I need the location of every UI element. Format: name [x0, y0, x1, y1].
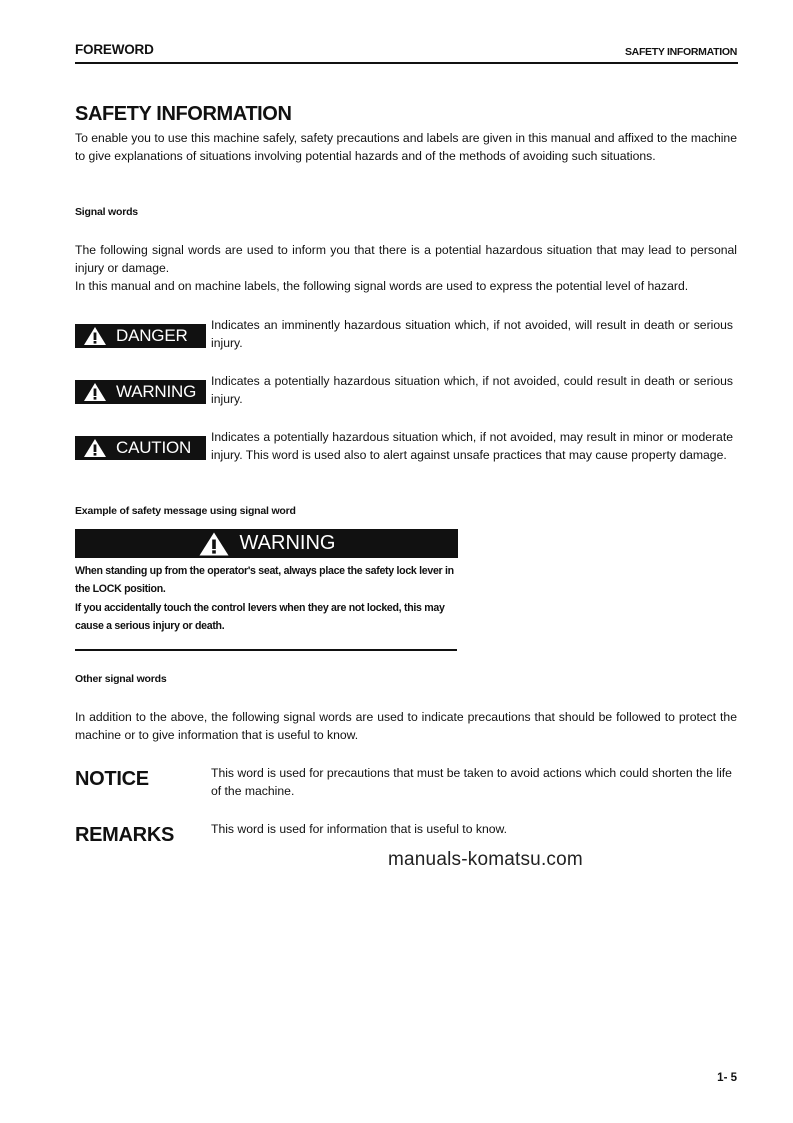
danger-label — [75, 324, 206, 348]
remarks-word: REMARKS — [75, 824, 175, 846]
example-message-line-2: If you accidentally touch the control levers when they are not locked, this may cause a serious injury or death. — [75, 601, 445, 632]
example-message-line-1: When standing up from the operator's seat, always place the safety lock lever in the LOCK position. — [75, 565, 454, 596]
caution-description: Indicates a potentially hazardous situation which, if not avoided, may result in minor or moderate injury. This word is used also to alert against unsafe practices that may cause property damage. — [211, 430, 733, 462]
signal-words-paragraph-2: In this manual and on machine labels, the following signal words are used to express the potential level of hazard. — [75, 279, 689, 293]
header-section-title: FOREWORD — [75, 42, 154, 57]
danger-label-text: DANGER — [116, 326, 188, 345]
caution-label — [75, 436, 206, 460]
signal-words-heading: Signal words — [75, 206, 138, 218]
example-message — [75, 562, 458, 635]
notice-word: NOTICE — [75, 768, 149, 790]
example-heading: Example of safety message using signal word — [75, 505, 296, 517]
example-warning-bar — [75, 529, 458, 558]
danger-description: Indicates an imminently hazardous situation which, if not avoided, will result in death or serious injury. — [211, 318, 733, 350]
page-number: 1- 5 — [717, 1072, 737, 1084]
intro-paragraph: To enable you to use this machine safely, safety precautions and labels are given in this manual and affixed to the machine to give explanations of situations involving potential hazards and of the methods of avoiding such situations. — [75, 131, 737, 163]
notice-description: This word is used for precautions that must be taken to avoid actions which could shorten the life of the machine. — [211, 766, 732, 798]
header-chapter-title: SAFETY INFORMATION — [624, 46, 737, 58]
header-divider — [75, 62, 738, 64]
warning-label — [75, 380, 206, 404]
warning-triangle-icon — [198, 531, 230, 557]
signal-words-paragraph-1: The following signal words are used to inform you that there is a potential hazardous situation that may lead to personal injury or damage. — [75, 243, 737, 275]
example-divider — [75, 649, 457, 651]
page-title: SAFETY INFORMATION — [75, 103, 292, 125]
remarks-description: This word is used for information that is useful to know. — [211, 822, 508, 836]
caution-label-text: CAUTION — [116, 438, 192, 457]
other-signal-words-heading: Other signal words — [75, 673, 167, 685]
watermark-text: manuals-komatsu.com — [388, 849, 583, 870]
warning-triangle-icon — [83, 382, 107, 402]
warning-triangle-icon — [83, 438, 107, 458]
warning-label-text: WARNING — [116, 382, 197, 401]
other-signal-words-paragraph: In addition to the above, the following signal words are used to indicate precautions that should be followed to protect the machine or to give information that is useful to know. — [75, 710, 737, 742]
warning-triangle-icon — [83, 326, 107, 346]
example-warning-label: WARNING — [239, 532, 336, 554]
warning-description: Indicates a potentially hazardous situation which, if not avoided, could result in death or serious injury. — [211, 374, 733, 406]
